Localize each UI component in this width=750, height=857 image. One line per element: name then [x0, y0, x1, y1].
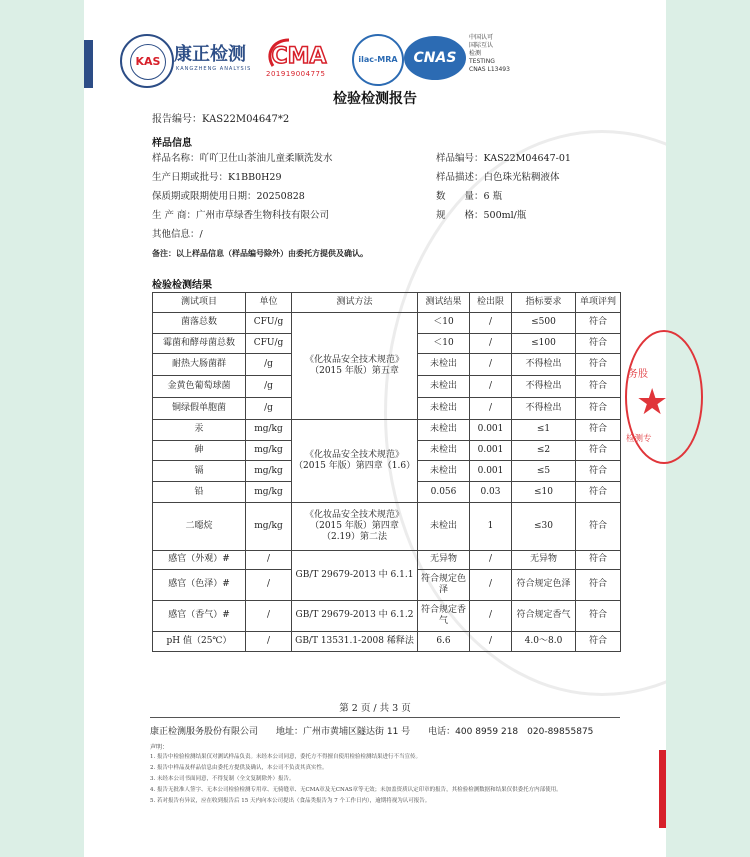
- test-method: GB/T 29679-2013 中 6.1.2: [292, 600, 418, 631]
- report-page: [84, 0, 669, 857]
- verdict: 符合: [576, 354, 621, 376]
- test-unit: mg/kg: [246, 482, 292, 503]
- footer-company-info: 康正检测服务股份有限公司 地址：广州市黄埔区隧达街 11 号 电话：400 8959 218 020-89855875: [150, 727, 594, 737]
- test-result: 符合规定香气: [418, 600, 470, 631]
- table-header-row: [153, 293, 621, 313]
- table-row: [153, 419, 621, 440]
- page-number: 第 2 页 / 共 3 页: [339, 703, 411, 714]
- test-unit: mg/kg: [246, 503, 292, 551]
- test-result: 未检出: [418, 503, 470, 551]
- requirement: 符合规定香气: [512, 600, 576, 631]
- test-item: 霉菌和酵母菌总数: [153, 333, 246, 354]
- kas-logo-text: KAS: [130, 44, 166, 80]
- test-item: 砷: [153, 440, 246, 461]
- left-accent-bar: [84, 40, 93, 88]
- test-item: 镉: [153, 461, 246, 482]
- footer-divider: [150, 717, 620, 718]
- table-row: [153, 600, 621, 631]
- test-unit: /g: [246, 354, 292, 376]
- test-item: 铜绿假单胞菌: [153, 398, 246, 420]
- shelf-life: 保质期或限期使用日期：20250828: [152, 191, 305, 202]
- test-result: 无异物: [418, 550, 470, 569]
- verdict: 符合: [576, 550, 621, 569]
- column-header: 单项评判: [576, 293, 621, 313]
- declaration-line: 5. 若对报告有异议，应在收到报告后 15 天内向本公司提出（食品类报告为 7 个工作日内），逾期将视为认可报告。: [150, 798, 431, 804]
- requirement: 不得检出: [512, 376, 576, 398]
- table-row: [153, 312, 621, 333]
- test-unit: mg/kg: [246, 440, 292, 461]
- declaration-title: 声明：: [150, 744, 169, 751]
- sample-number: 样品编号：KAS22M04647-01: [436, 153, 571, 164]
- column-header: 检出限: [470, 293, 512, 313]
- test-result: 未检出: [418, 398, 470, 420]
- test-unit: /g: [246, 398, 292, 420]
- report-number: 报告编号：KAS22M04647*2: [152, 114, 290, 125]
- verdict: 符合: [576, 312, 621, 333]
- stamp-text-top: 务股: [628, 369, 648, 380]
- test-item: 铅: [153, 482, 246, 503]
- declaration-line: 4. 报告无批准人签字、无本公司检验检测专用章、无骑缝章、无CMA章及无CNAS章等无效；未加盖资质认定印章的报告，其检验检测数据和结果仅供委托方内部使用。: [150, 787, 562, 793]
- ilac-mra-logo: ilac-MRA: [352, 34, 404, 86]
- logo-header: [84, 30, 666, 86]
- test-unit: CFU/g: [246, 312, 292, 333]
- verdict: 符合: [576, 333, 621, 354]
- verdict: 符合: [576, 398, 621, 420]
- test-result: ＜10: [418, 312, 470, 333]
- star-icon: ★: [636, 382, 669, 423]
- test-item: 耐热大肠菌群: [153, 354, 246, 376]
- kas-logo: [120, 34, 174, 88]
- cma-number: 201919004775: [266, 70, 326, 78]
- right-accent-bar: [659, 750, 666, 828]
- test-result: 未检出: [418, 376, 470, 398]
- detection-limit: /: [470, 376, 512, 398]
- detection-limit: /: [470, 569, 512, 600]
- requirement: ≤30: [512, 503, 576, 551]
- detection-limit: /: [470, 312, 512, 333]
- requirement: 不得检出: [512, 398, 576, 420]
- report-title: 检验检测报告: [333, 91, 417, 107]
- test-result: 符合规定色泽: [418, 569, 470, 600]
- detection-limit: /: [470, 333, 512, 354]
- cma-mark-icon: [267, 36, 331, 72]
- test-result: 未检出: [418, 461, 470, 482]
- test-unit: /: [246, 569, 292, 600]
- sample-note: 备注：以上样品信息（样品编号除外）由委托方提供及确认。: [152, 249, 368, 258]
- test-unit: mg/kg: [246, 461, 292, 482]
- test-item: 金黄色葡萄球菌: [153, 376, 246, 398]
- verdict: 符合: [576, 503, 621, 551]
- sample-info-heading: 样品信息: [152, 138, 192, 149]
- test-method: GB/T 13531.1-2008 稀释法: [292, 632, 418, 652]
- declaration-line: 1. 报告中检验检测结果仅对测试样品负责。未经本公司同意，委托方不得擅自使用检验检测结果进行不当宣传。: [150, 754, 421, 760]
- sample-name: 样品名称：吖吖卫仕山茶油儿童柔顺洗发水: [152, 153, 333, 164]
- test-item: 感官（香气）#: [153, 600, 246, 631]
- detection-limit: /: [470, 354, 512, 376]
- column-header: 测试方法: [292, 293, 418, 313]
- test-result: 未检出: [418, 440, 470, 461]
- production-date: 生产日期或批号：K1BB0H29: [152, 172, 282, 183]
- detection-limit: /: [470, 398, 512, 420]
- test-item: 汞: [153, 419, 246, 440]
- test-item: pH 值（25℃）: [153, 632, 246, 652]
- test-method: 《化妆品安全技术规范》（2015 年版）第四章（2.19）第二法: [292, 503, 418, 551]
- test-result: 0.056: [418, 482, 470, 503]
- detection-limit: 0.03: [470, 482, 512, 503]
- test-result: ＜10: [418, 333, 470, 354]
- detection-limit: /: [470, 632, 512, 652]
- test-method: GB/T 29679-2013 中 6.1.1: [292, 550, 418, 600]
- results-heading: 检验检测结果: [152, 280, 212, 291]
- verdict: 符合: [576, 482, 621, 503]
- cnas-caption: 中国认可 国际互认 检测 TESTING CNAS L13493: [469, 34, 510, 73]
- test-item: 感官（色泽）#: [153, 569, 246, 600]
- requirement: ≤500: [512, 312, 576, 333]
- detection-limit: 1: [470, 503, 512, 551]
- company-logo-sub: KANGZHENG ANALYSIS: [176, 66, 252, 72]
- results-table: [152, 292, 621, 652]
- requirement: 4.0～8.0: [512, 632, 576, 652]
- table-row: [153, 503, 621, 551]
- column-header: 指标要求: [512, 293, 576, 313]
- column-header: 测试项目: [153, 293, 246, 313]
- requirement: 无异物: [512, 550, 576, 569]
- test-unit: /: [246, 632, 292, 652]
- cnas-logo: CNAS: [404, 36, 466, 80]
- test-unit: /: [246, 600, 292, 631]
- declaration-line: 3. 未经本公司书面同意，不得复制（全文复制除外）报告。: [150, 776, 295, 782]
- cma-text: CMA: [271, 44, 327, 69]
- other-info: 其他信息：/: [152, 229, 203, 240]
- test-unit: /g: [246, 376, 292, 398]
- requirement: 符合规定色泽: [512, 569, 576, 600]
- requirement: ≤5: [512, 461, 576, 482]
- requirement: ≤2: [512, 440, 576, 461]
- detection-limit: 0.001: [470, 440, 512, 461]
- detection-limit: 0.001: [470, 419, 512, 440]
- test-item: 感官（外观）#: [153, 550, 246, 569]
- verdict: 符合: [576, 440, 621, 461]
- detection-limit: /: [470, 550, 512, 569]
- test-method: 《化妆品安全技术规范》（2015 年版）第五章: [292, 312, 418, 419]
- test-result: 未检出: [418, 419, 470, 440]
- test-item: 菌落总数: [153, 312, 246, 333]
- declaration-line: 2. 报告中样品及样品信息由委托方提供及确认，本公司不负责其真实性。: [150, 765, 328, 771]
- verdict: 符合: [576, 600, 621, 631]
- verdict: 符合: [576, 376, 621, 398]
- requirement: ≤10: [512, 482, 576, 503]
- detection-limit: /: [470, 600, 512, 631]
- table-row: [153, 632, 621, 652]
- company-logo-name: 康正检测: [174, 44, 246, 65]
- table-row: [153, 550, 621, 569]
- test-unit: /: [246, 550, 292, 569]
- test-unit: mg/kg: [246, 419, 292, 440]
- requirement: 不得检出: [512, 354, 576, 376]
- producer: 生 产 商：广州市草绿香生物科技有限公司: [152, 210, 330, 221]
- verdict: 符合: [576, 419, 621, 440]
- column-header: 单位: [246, 293, 292, 313]
- test-result: 6.6: [418, 632, 470, 652]
- verdict: 符合: [576, 461, 621, 482]
- verdict: 符合: [576, 569, 621, 600]
- test-item: 二噁烷: [153, 503, 246, 551]
- requirement: ≤100: [512, 333, 576, 354]
- requirement: ≤1: [512, 419, 576, 440]
- column-header: 测试结果: [418, 293, 470, 313]
- sample-quantity: 数 量：6 瓶: [436, 191, 503, 202]
- sample-spec: 规 格：500ml/瓶: [436, 210, 527, 221]
- stamp-text-bottom: 检测专: [626, 434, 652, 444]
- detection-limit: 0.001: [470, 461, 512, 482]
- verdict: 符合: [576, 632, 621, 652]
- test-method: 《化妆品安全技术规范》（2015 年版）第四章（1.6）: [292, 419, 418, 502]
- sample-description: 样品描述：白色珠光粘稠液体: [436, 172, 560, 183]
- test-unit: CFU/g: [246, 333, 292, 354]
- test-result: 未检出: [418, 354, 470, 376]
